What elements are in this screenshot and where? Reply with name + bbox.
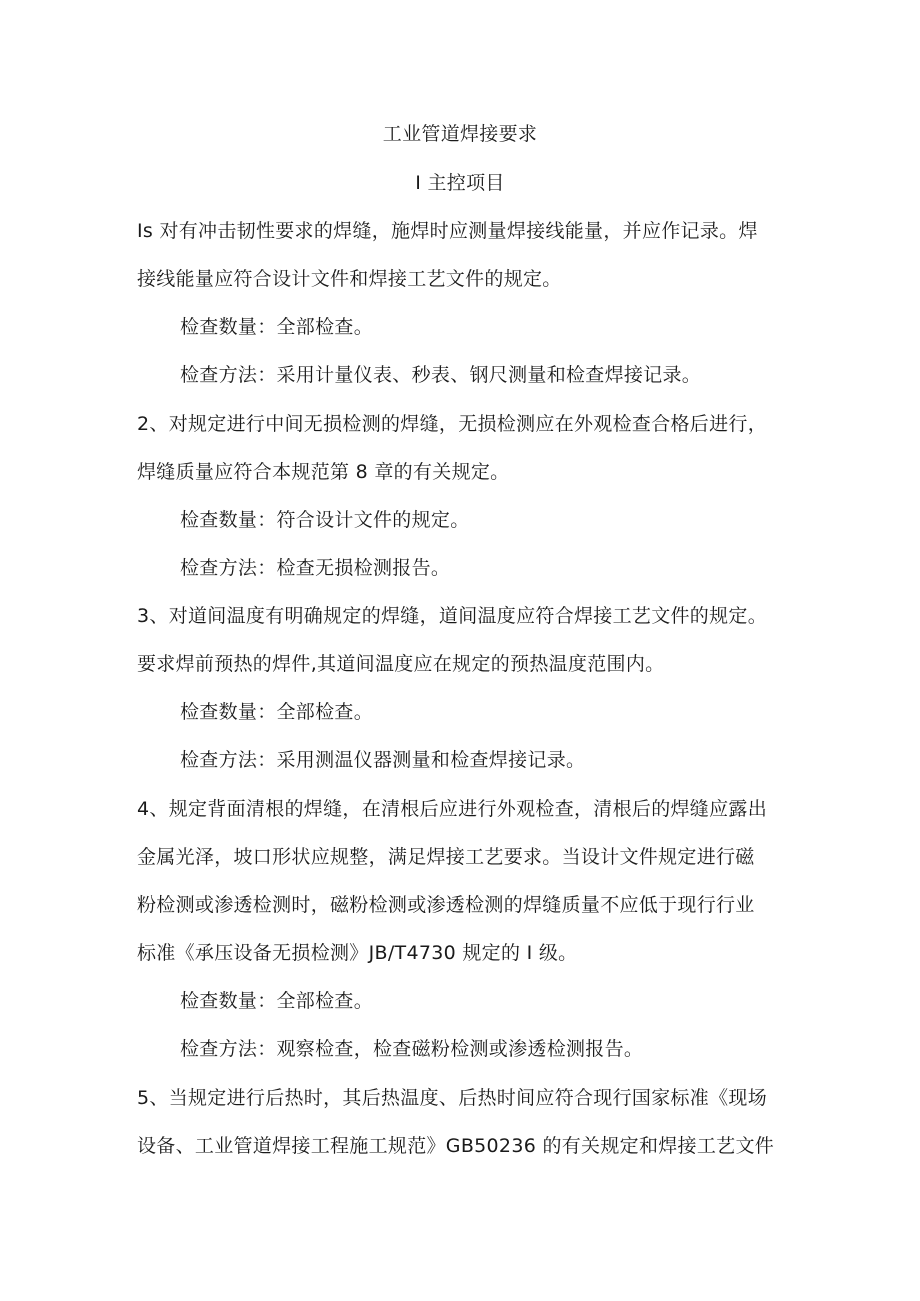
item-2-line-2: 焊缝质量应符合本规范第 8 章的有关规定。	[137, 461, 510, 483]
item-3-line-2: 要求焊前预热的焊件,其道间温度应在规定的预热温度范围内。	[137, 653, 665, 675]
item-3-check-quantity: 检查数量：全部检查。	[180, 701, 374, 723]
document-title: 工业管道焊接要求	[382, 123, 538, 145]
item-5-line-2: 设备、工业管道焊接工程施工规范》GB50236 的有关规定和焊接工艺文件	[137, 1135, 775, 1157]
item-4-line-3: 粉检测或渗透检测时，磁粉检测或渗透检测的焊缝质量不应低于现行行业	[137, 894, 755, 916]
item-1-check-method: 检查方法：采用计量仪表、秒表、钢尺测量和检查焊接记录。	[180, 364, 702, 386]
item-2-check-quantity: 检查数量：符合设计文件的规定。	[180, 509, 470, 531]
item-1-line-1: Is 对有冲击韧性要求的焊缝，施焊时应测量焊接线能量，并应作记录。焊	[137, 220, 758, 242]
item-3-line-1: 3、对道间温度有明确规定的焊缝，道间温度应符合焊接工艺文件的规定。	[137, 605, 767, 627]
item-3-check-method: 检查方法：采用测温仪器测量和检查焊接记录。	[180, 749, 586, 771]
item-4-line-4: 标准《承压设备无损检测》JB/T4730 规定的 I 级。	[137, 942, 578, 964]
section-heading: I 主控项目	[415, 172, 505, 194]
item-4-line-1: 4、规定背面清根的焊缝，在清根后应进行外观检查，清根后的焊缝应露出	[137, 798, 767, 820]
item-5-line-1: 5、当规定进行后热时，其后热温度、后热时间应符合现行国家标准《现场	[137, 1087, 767, 1109]
item-4-check-quantity: 检查数量：全部检查。	[180, 990, 374, 1012]
item-4-check-method: 检查方法：观察检查，检查磁粉检测或渗透检测报告。	[180, 1038, 644, 1060]
item-2-check-method: 检查方法：检查无损检测报告。	[180, 557, 451, 579]
item-2-line-1: 2、对规定进行中间无损检测的焊缝，无损检测应在外观检查合格后进行，	[137, 413, 767, 435]
item-1-line-2: 接线能量应符合设计文件和焊接工艺文件的规定。	[137, 268, 562, 290]
item-4-line-2: 金属光泽，坡口形状应规整，满足焊接工艺要求。当设计文件规定进行磁	[137, 846, 755, 868]
item-1-check-quantity: 检查数量：全部检查。	[180, 316, 374, 338]
